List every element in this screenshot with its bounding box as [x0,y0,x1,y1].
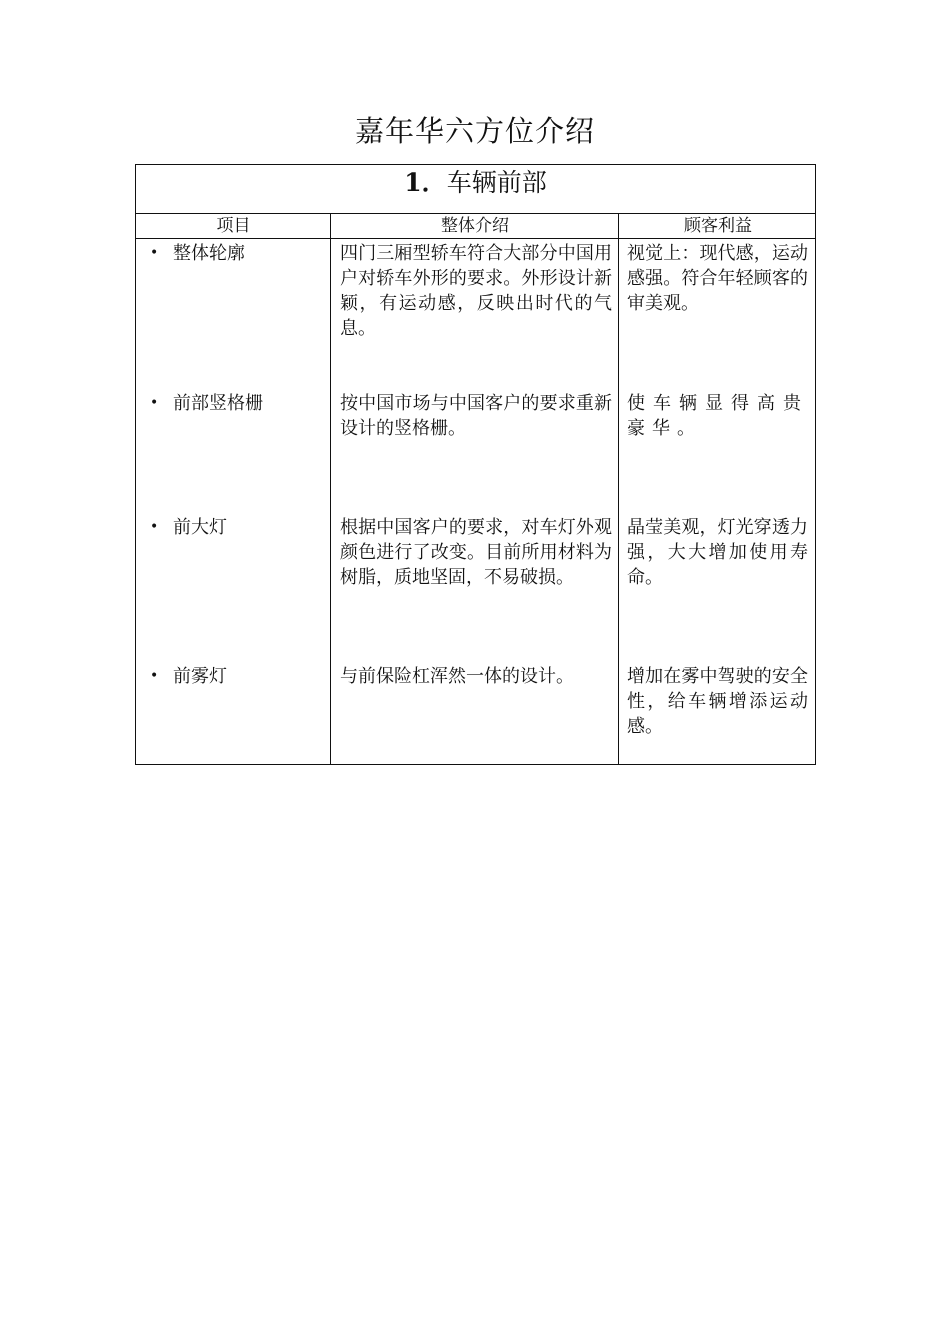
item-label: 整体轮廓 [173,243,245,264]
bullet-icon: • [150,519,159,535]
header-intro: 整体介绍 [441,216,509,236]
column-divider [618,214,619,764]
bullet-icon: • [150,395,159,411]
section-heading [136,165,815,214]
item-label: 前部竖格栅 [173,393,263,414]
benefit-cell: 使车辆显得高贵豪华。 [627,393,808,439]
item-label: 前大灯 [173,517,227,538]
intro-cell: 四门三厢型轿车符合大部分中国用户对轿车外形的要求。外形设计新颖，有运动感，反映出时代的气息。 [340,243,612,339]
benefit-cell: 增加在雾中驾驶的安全性，给车辆增添运动感。 [627,666,808,737]
column-divider [330,214,331,764]
intro-cell: 按中国市场与中国客户的要求重新设计的竖格栅。 [340,393,612,439]
document-title: 嘉年华六方位介绍 [354,114,595,148]
bullet-icon: • [150,245,159,261]
header-item: 项目 [216,216,251,236]
intro-cell: 与前保险杠浑然一体的设计。 [340,666,574,687]
section-number: 1． [404,168,447,197]
bullet-icon: • [150,668,159,684]
section-title: 车辆前部 [446,168,547,197]
feature-table [135,164,816,765]
benefit-cell: 晶莹美观，灯光穿透力强，大大增加使用寿命。 [627,517,808,588]
intro-cell: 根据中国客户的要求，对车灯外观颜色进行了改变。目前所用材料为树脂，质地坚固，不易破损。 [340,517,612,588]
table-header-row [136,214,815,239]
benefit-cell: 视觉上：现代感，运动感强。符合年轻顾客的审美观。 [627,243,808,314]
item-label: 前雾灯 [173,666,227,687]
header-benefit: 顾客利益 [684,216,752,236]
